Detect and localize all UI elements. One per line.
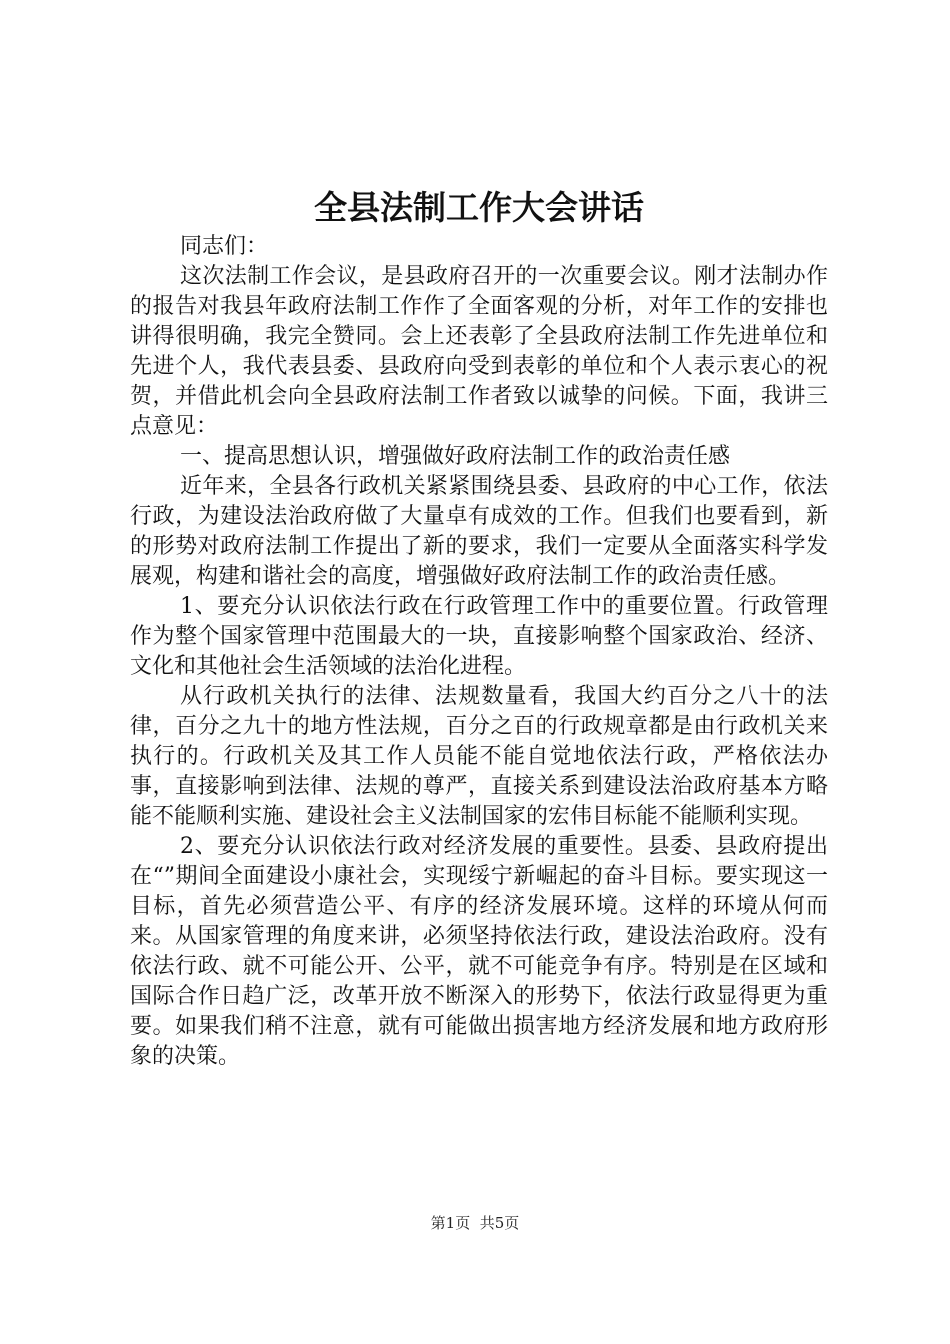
intro-paragraph: 这次法制工作会议，是县政府召开的一次重要会议。刚才法制办作的报告对我县年政府法制工作作了全面客观的分析，对年工作的安排也讲得很明确，我完全赞同。会上还表彰了全县政府法制工作先进单位和先进个人，我代表县委、县政府向受到表彰的单位和个人表示衷心的祝贺，并借此机会向全县政府法制工作者致以诚挚的问候。下面，我讲三点意见：	[130, 264, 828, 439]
document-page	[130, 0, 828, 1344]
page-number: 第1页	[430, 1214, 471, 1232]
page-footer	[0, 1212, 950, 1234]
greeting-paragraph: 同志们：	[180, 234, 269, 259]
body-paragraph: 1、要充分认识依法行政在行政管理工作中的重要位置。行政管理作为整个国家管理中范围最大的一块，直接影响整个国家政治、经济、文化和其他社会生活领域的法治化进程。	[130, 594, 828, 679]
page-total: 共5页	[479, 1214, 520, 1232]
document-title: 全县法制工作大会讲话	[314, 188, 644, 227]
body-paragraph: 从行政机关执行的法律、法规数量看，我国大约百分之八十的法律，百分之九十的地方性法规，百分之百的行政规章都是由行政机关来执行的。行政机关及其工作人员能不能自觉地依法行政，严格依法办事，直接影响到法律、法规的尊严，直接关系到建设法治政府基本方略能不能顺利实施、建设社会主义法制国家的宏伟目标能不能顺利实现。	[130, 684, 828, 829]
section-heading: 一、提高思想认识，增强做好政府法制工作的政治责任感	[180, 444, 731, 469]
body-paragraph: 近年来，全县各行政机关紧紧围绕县委、县政府的中心工作，依法行政，为建设法治政府做了大量卓有成效的工作。但我们也要看到，新的形势对政府法制工作提出了新的要求，我们一定要从全面落实科学发展观，构建和谐社会的高度，增强做好政府法制工作的政治责任感。	[130, 474, 828, 589]
body-paragraph: 2、要充分认识依法行政对经济发展的重要性。县委、县政府提出在“”期间全面建设小康社会，实现绥宁新崛起的奋斗目标。要实现这一目标，首先必须营造公平、有序的经济发展环境。这样的环境从何而来。从国家管理的角度来讲，必须坚持依法行政，建设法治政府。没有依法行政、就不可能公开、公平，就不可能竞争有序。特别是在区域和国际合作日趋广泛，改革开放不断深入的形势下，依法行政显得更为重要。如果我们稍不注意，就有可能做出损害地方经济发展和地方政府形象的决策。	[130, 834, 828, 1069]
document-body	[130, 232, 828, 1072]
